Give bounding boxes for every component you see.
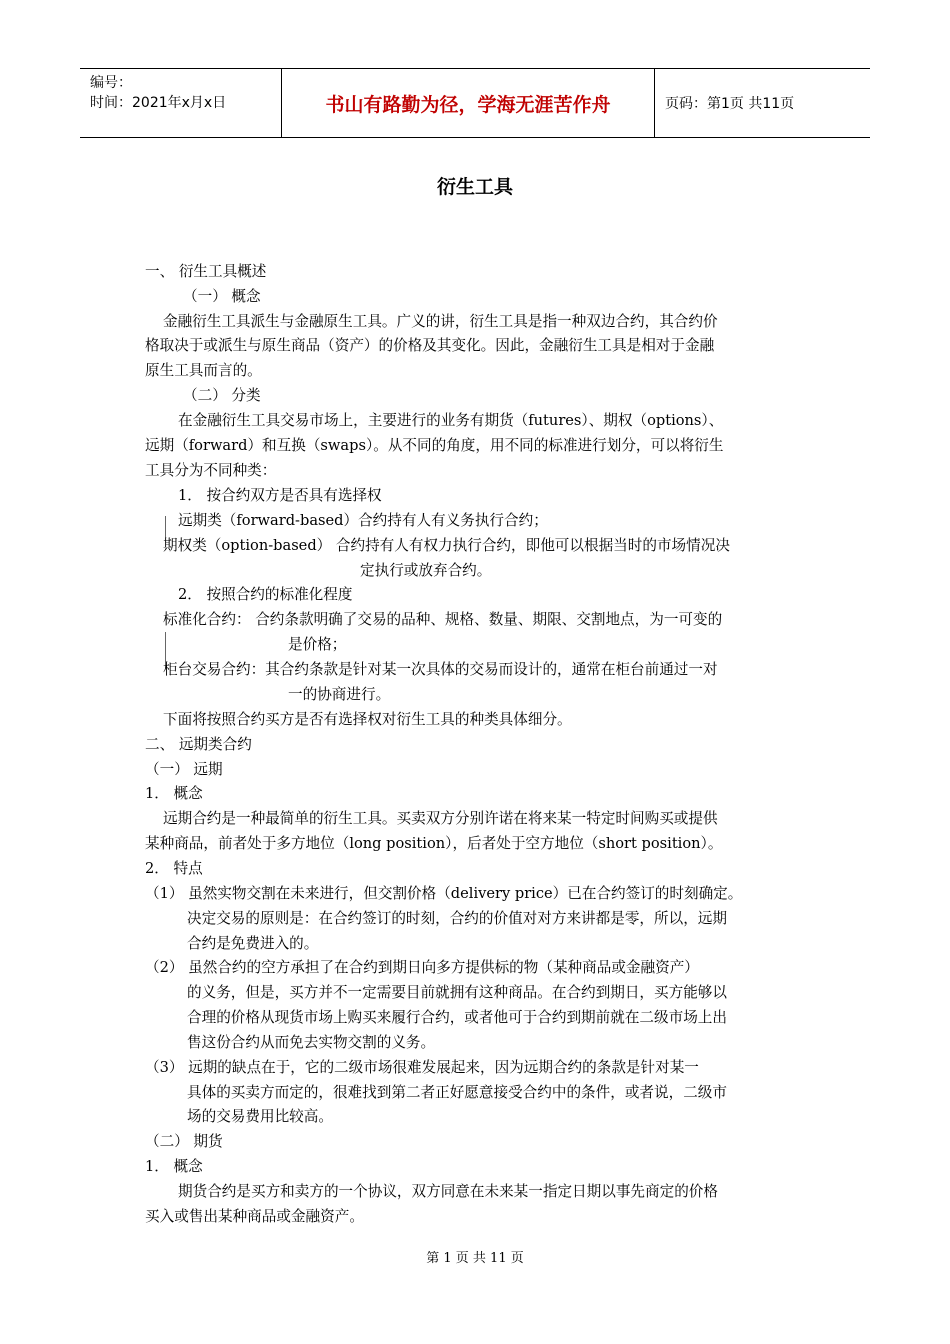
paragraph-line: 合理的价格从现货市场上购买来履行合约，或者他可于合约到期前就在二级市场上出: [187, 1009, 727, 1026]
paragraph-line: 工具分为不同种类：: [145, 462, 277, 479]
paragraph-line: 售这份合约从而免去实物交割的义务。: [187, 1034, 436, 1051]
list-heading: 1． 概念: [145, 1158, 203, 1175]
section-heading: 二、 远期类合约: [145, 736, 252, 753]
paragraph-line: 下面将按照合约买方是否有选择权对衍生工具的种类具体细分。: [163, 711, 572, 728]
paragraph-line: 决定交易的原则是：在合约签订的时刻，合约的价值对对方来讲都是零，所以，远期: [187, 910, 727, 927]
paragraph-line: 具体的买卖方而定的，很难找到第二者正好愿意接受合约中的条件，或者说，二级市: [187, 1084, 727, 1101]
paragraph-line: 某种商品，前者处于多方地位（long position），后者处于空方地位（short position）。: [145, 835, 723, 852]
paragraph-line: 远期（forward）和互换（swaps）。从不同的角度，用不同的标准进行划分，可以将衍生: [145, 437, 724, 454]
paragraph-line: （1） 虽然实物交割在未来进行，但交割价格（delivery price）已在合约签订的时刻确定。: [145, 885, 743, 902]
paragraph-line: 是价格；: [288, 636, 347, 653]
paragraph-line: 期权类（option-based） 合约持有人有权力执行合约，即他可以根据当时的市场情况决: [163, 537, 730, 554]
subsection-heading: （一） 远期: [145, 761, 223, 778]
date-label: 时间：2021年x月x日: [90, 95, 227, 111]
paragraph-line: 期货合约是买方和卖方的一个协议，双方同意在未来某一指定日期以事先商定的价格: [178, 1183, 718, 1200]
subsection-heading: （二） 分类: [183, 387, 261, 404]
list-heading: 1． 概念: [145, 785, 203, 802]
brace-mark: [165, 516, 166, 538]
subsection-heading: （一） 概念: [183, 288, 261, 305]
paragraph-line: 金融衍生工具派生与金融原生工具。广义的讲，衍生工具是指一种双边合约，其合约价: [163, 313, 718, 330]
header-motto: 书山有路勤为径，学海无涯苦作舟: [282, 69, 655, 137]
page-header: [80, 68, 870, 138]
paragraph-line: 合约是免费进入的。: [187, 935, 319, 952]
paragraph-line: 买入或售出某种商品或金融资产。: [145, 1208, 364, 1225]
page-footer: 第 1 页 共 11 页: [426, 1251, 524, 1266]
paragraph-line: 在金融衍生工具交易市场上，主要进行的业务有期货（futures）、期权（options）、: [178, 412, 724, 429]
list-heading: 2． 特点: [145, 860, 203, 877]
list-heading: 2． 按照合约的标准化程度: [178, 586, 353, 603]
header-page-info: 页码：第1页 共11页: [665, 96, 795, 112]
paragraph-line: 远期合约是一种最简单的衍生工具。买卖双方分别许诺在将来某一特定时间购买或提供: [163, 810, 718, 827]
subsection-heading: （二） 期货: [145, 1133, 223, 1150]
section-heading: 一、 衍生工具概述: [145, 263, 267, 280]
paragraph-line: 一的协商进行。: [288, 686, 391, 703]
paragraph-line: 柜台交易合约：其合约条款是针对某一次具体的交易而设计的，通常在柜台前通过一对: [163, 661, 718, 678]
paragraph-line: 场的交易费用比较高。: [187, 1108, 333, 1125]
paragraph-line: （3） 远期的缺点在于，它的二级市场很难发展起来，因为远期合约的条款是针对某一: [145, 1059, 699, 1076]
paragraph-line: 原生工具而言的。: [145, 362, 262, 379]
paragraph-line: 定执行或放弃合约。: [360, 562, 492, 579]
header-meta: [80, 69, 282, 137]
paragraph-line: 的义务，但是，买方并不一定需要目前就拥有这种商品。在合约到期日，买方能够以: [187, 984, 727, 1001]
paragraph-line: 格取决于或派生与原生商品（资产）的价格及其变化。因此，金融衍生工具是相对于金融: [145, 337, 715, 354]
list-heading: 1． 按合约双方是否具有选择权: [178, 487, 382, 504]
paragraph-line: （2） 虽然合约的空方承担了在合约到期日向多方提供标的物（某种商品或金融资产）: [145, 959, 699, 976]
paragraph-line: 远期类（forward-based）合约持有人有义务执行合约；: [178, 512, 548, 529]
number-label: 编号：: [90, 75, 132, 91]
document-title: 衍生工具: [436, 176, 513, 198]
paragraph-line: 标准化合约： 合约条款明确了交易的品种、规格、数量、期限、交割地点，为一可变的: [163, 611, 723, 628]
